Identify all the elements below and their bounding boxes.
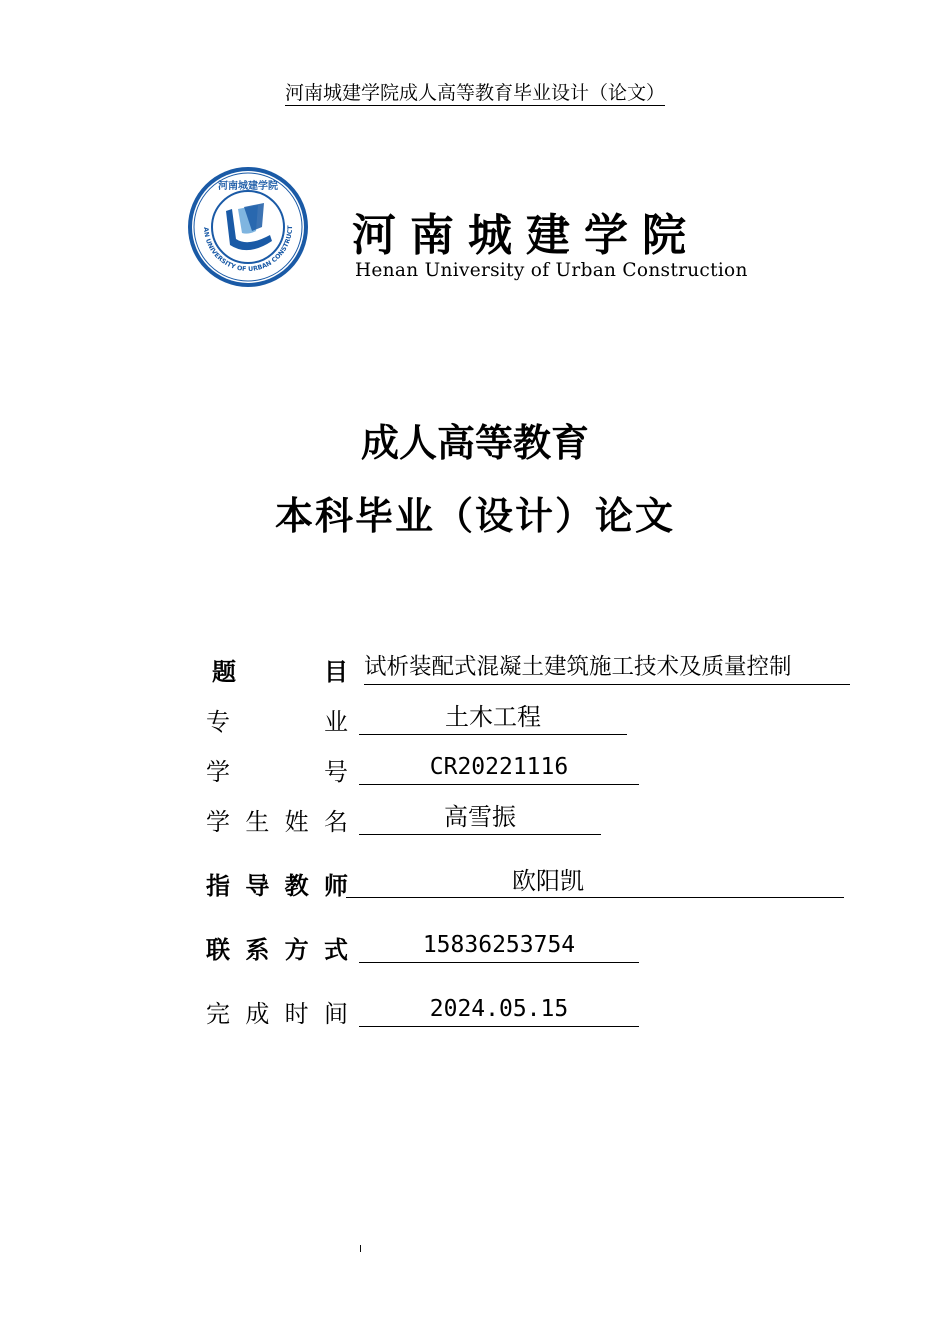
- field-completion-date-label: 完 成 时 间: [206, 1000, 348, 1028]
- cover-title-line2: 本科毕业（设计）论文: [274, 494, 675, 538]
- field-student-id-value: CR20221116: [359, 752, 639, 785]
- field-major-label: 专 业: [206, 708, 348, 736]
- university-name-cn: 河南城建学院: [352, 210, 700, 261]
- field-contact-label: 联 系 方 式: [206, 936, 348, 964]
- field-topic-value: 试析装配式混凝土建筑施工技术及质量控制: [364, 652, 850, 685]
- seal-chinese-text: 河南城建学院: [218, 181, 278, 192]
- field-topic-label: 题 目: [212, 658, 348, 686]
- university-seal-logo: [186, 165, 310, 289]
- university-wordmark: [352, 212, 772, 282]
- field-major-value: 土木工程: [359, 702, 627, 735]
- field-student-name-value: 高雪振: [359, 802, 601, 835]
- running-header-text: 河南城建学院成人高等教育毕业设计（论文）: [284, 82, 665, 104]
- field-advisor-value: 欧阳凯: [346, 866, 844, 898]
- university-name-en: Henan University of Urban Construction: [355, 260, 748, 281]
- page-number: I: [359, 1244, 362, 1255]
- cover-title-line1: 成人高等教育: [360, 421, 589, 465]
- field-contact-value: 15836253754: [359, 930, 639, 963]
- field-completion-date-value: 2024.05.15: [359, 994, 639, 1027]
- field-student-name-label: 学 生 姓 名: [206, 808, 348, 836]
- field-student-id-label: 学 号: [206, 758, 348, 786]
- seal-english-text: AN UNIVERSITY OF URBAN CONSTRUCT: [201, 225, 295, 274]
- field-advisor-label: 指 导 教 师: [206, 872, 348, 900]
- running-header: [0, 78, 950, 105]
